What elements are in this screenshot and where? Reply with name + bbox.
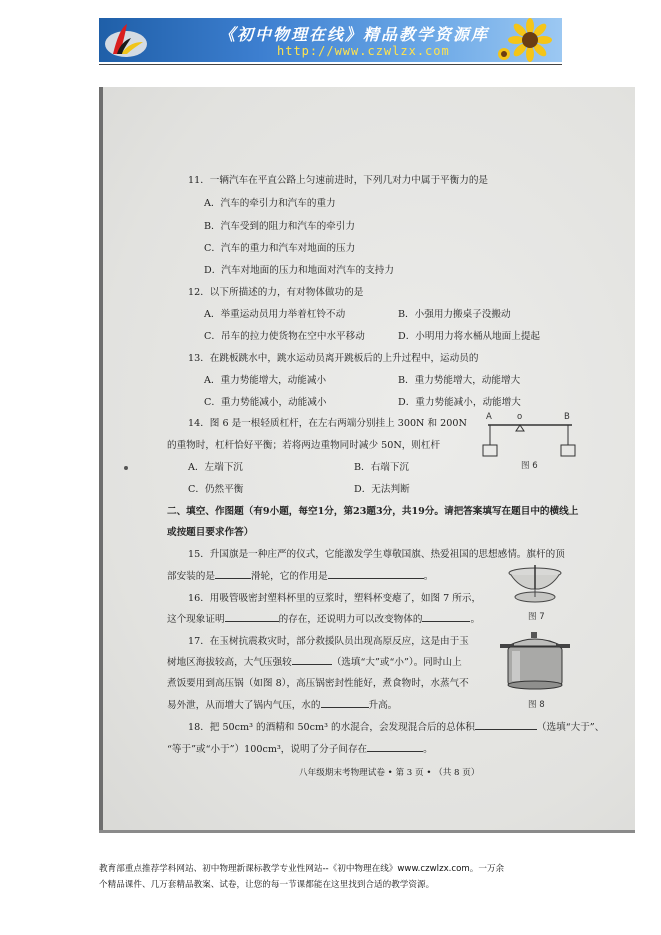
q16-text-b: 的存在，还说明力可以改变物体的 <box>278 614 423 625</box>
scan-left-edge <box>99 87 103 833</box>
q18-line1 <box>188 719 604 733</box>
q17-line4 <box>167 697 397 711</box>
q17-text-d: 升高。 <box>368 700 398 711</box>
q15-text-c: 。 <box>423 571 434 582</box>
q16-text-a: 这个现象证明 <box>167 614 225 625</box>
banner-title: 《初中物理在线》精品教学资源库 <box>219 25 490 44</box>
q18-text-a: 18．把 50cm³ 的酒精和 50cm³ 的水混合，会发现混合后的总体积 <box>188 722 475 733</box>
banner-url[interactable]: http://www.czwlzx.com <box>277 44 450 58</box>
figure-7-caption: 图 7 <box>528 612 545 622</box>
q17-text-b: （选填“大”或“小”）。同时山上 <box>331 657 462 668</box>
section-2-heading-line2: 或按题目要求作答） <box>167 527 254 538</box>
q11-option-a: A．汽车的牵引力和汽车的重力 <box>204 198 336 209</box>
q12-option-a: A．举重运动员用力举着杠铃不动 <box>204 309 346 320</box>
site-footer <box>99 861 569 893</box>
q17-blank-2[interactable] <box>321 698 369 708</box>
q18-line2 <box>167 741 433 755</box>
q17-line2 <box>167 654 462 668</box>
q17-text-c: 易外泄，从而增大了锅内气压，水的 <box>167 700 321 711</box>
site-logo-icon <box>103 20 149 60</box>
q11-stem: 11．一辆汽车在平直公路上匀速前进时，下列几对力中属于平衡力的是 <box>188 175 489 186</box>
sunflower-icon <box>496 18 558 62</box>
figure-6-point-a: A <box>486 412 492 422</box>
q15-blank-2[interactable] <box>328 569 424 579</box>
figure-6-point-o: o <box>517 412 523 422</box>
q13-stem: 13．在跳板跳水中，跳水运动员离开跳板后的上升过程中，运动员的 <box>188 353 479 364</box>
q12-option-c: C．吊车的拉力使货物在空中水平移动 <box>204 331 365 342</box>
q16-text-c: 。 <box>470 614 481 625</box>
site-footer-line1: 教育部重点推荐学科网站、初中物理新课标教学专业性网站--《初中物理在线》www.czwlzx.com。一万余 <box>99 864 505 874</box>
q15-line1: 15．升国旗是一种庄严的仪式，它能激发学生尊敬国旗、热爱祖国的思想感情。旗杆的顶 <box>188 549 565 560</box>
q15-blank-1[interactable] <box>215 569 251 579</box>
q12-stem: 12．以下所描述的力，有对物体做功的是 <box>188 287 364 298</box>
q13-option-c: C．重力势能减小，动能减小 <box>204 397 327 408</box>
site-banner <box>99 18 562 62</box>
q14-option-c: C．仍然平衡 <box>188 484 244 495</box>
figure-6-caption: 图 6 <box>521 461 538 471</box>
q17-blank-1[interactable] <box>292 655 332 665</box>
site-footer-line2: 个精品课件、几万套精品教案、试卷，让您的每一节课都能在这里找到合适的教学资源。 <box>99 880 435 890</box>
q15-text-b: 滑轮，它的作用是 <box>250 571 328 582</box>
q18-text-d: 。 <box>423 744 433 755</box>
q13-option-a: A．重力势能增大，动能减小 <box>204 375 327 386</box>
q12-option-b: B．小强用力搬桌子没搬动 <box>398 309 511 320</box>
q15-text-a: 部安装的是 <box>167 571 215 582</box>
q16-blank-2[interactable] <box>422 612 470 622</box>
q14-option-d: D．无法判断 <box>354 484 410 495</box>
q18-blank-2[interactable] <box>367 742 423 752</box>
q11-option-d: D．汽车对地面的压力和地面对汽车的支持力 <box>204 265 394 276</box>
figure-8-pressure-cooker <box>498 630 572 692</box>
binding-hole <box>124 466 128 470</box>
q15-line2 <box>167 568 433 582</box>
figure-7-cup <box>505 565 565 607</box>
section-2-heading-line1: 二、填空、作图题（有9小题，每空1分，第23题3分，共19分。请把答案填写在题目中的横线上 <box>167 506 579 517</box>
scan-bottom-edge <box>99 830 635 833</box>
q17-line1: 17．在玉树抗震救灾时，部分救援队员出现高原反应，这是由于玉 <box>188 636 469 647</box>
q16-blank-1[interactable] <box>225 612 279 622</box>
q14-stem-line1: 14．图 6 是一根轻质杠杆，在左右两端分别挂上 300N 和 200N <box>188 418 467 429</box>
q11-option-c: C．汽车的重力和汽车对地面的压力 <box>204 243 356 254</box>
exam-page-number: 八年级期末考物理试卷 • 第 3 页 • （共 8 页） <box>299 768 480 778</box>
q18-blank-1[interactable] <box>475 720 537 730</box>
figure-6-point-b: B <box>564 412 570 422</box>
q11-option-b: B．汽车受到的阻力和汽车的牵引力 <box>204 221 355 232</box>
q16-line2 <box>167 611 480 625</box>
q14-option-a: A．左端下沉 <box>188 462 243 473</box>
q17-line3: 煮饭要用到高压锅（如图 8），高压锅密封性能好，煮食物时，水蒸气不 <box>167 678 469 689</box>
q17-text-a: 树地区海拔较高，大气压强较 <box>167 657 292 668</box>
figure-8-caption: 图 8 <box>528 700 545 710</box>
q13-option-b: B．重力势能增大，动能增大 <box>398 375 521 386</box>
q13-option-d: D．重力势能减小，动能增大 <box>398 397 521 408</box>
q18-text-b: （选填“大于”、 <box>536 722 605 733</box>
q18-text-c: “等于”或“小于”）100cm³，说明了分子间存在 <box>167 744 368 755</box>
q16-line1: 16．用吸管吸密封塑料杯里的豆浆时，塑料杯变瘪了，如图 7 所示， <box>188 593 482 604</box>
banner-divider <box>99 64 562 65</box>
q14-option-b: B．右端下沉 <box>354 462 410 473</box>
q14-stem-line2: 的重物时，杠杆恰好平衡；若将两边重物同时减少 50N，则杠杆 <box>167 440 441 451</box>
q12-option-d: D．小明用力将水桶从地面上提起 <box>398 331 541 342</box>
